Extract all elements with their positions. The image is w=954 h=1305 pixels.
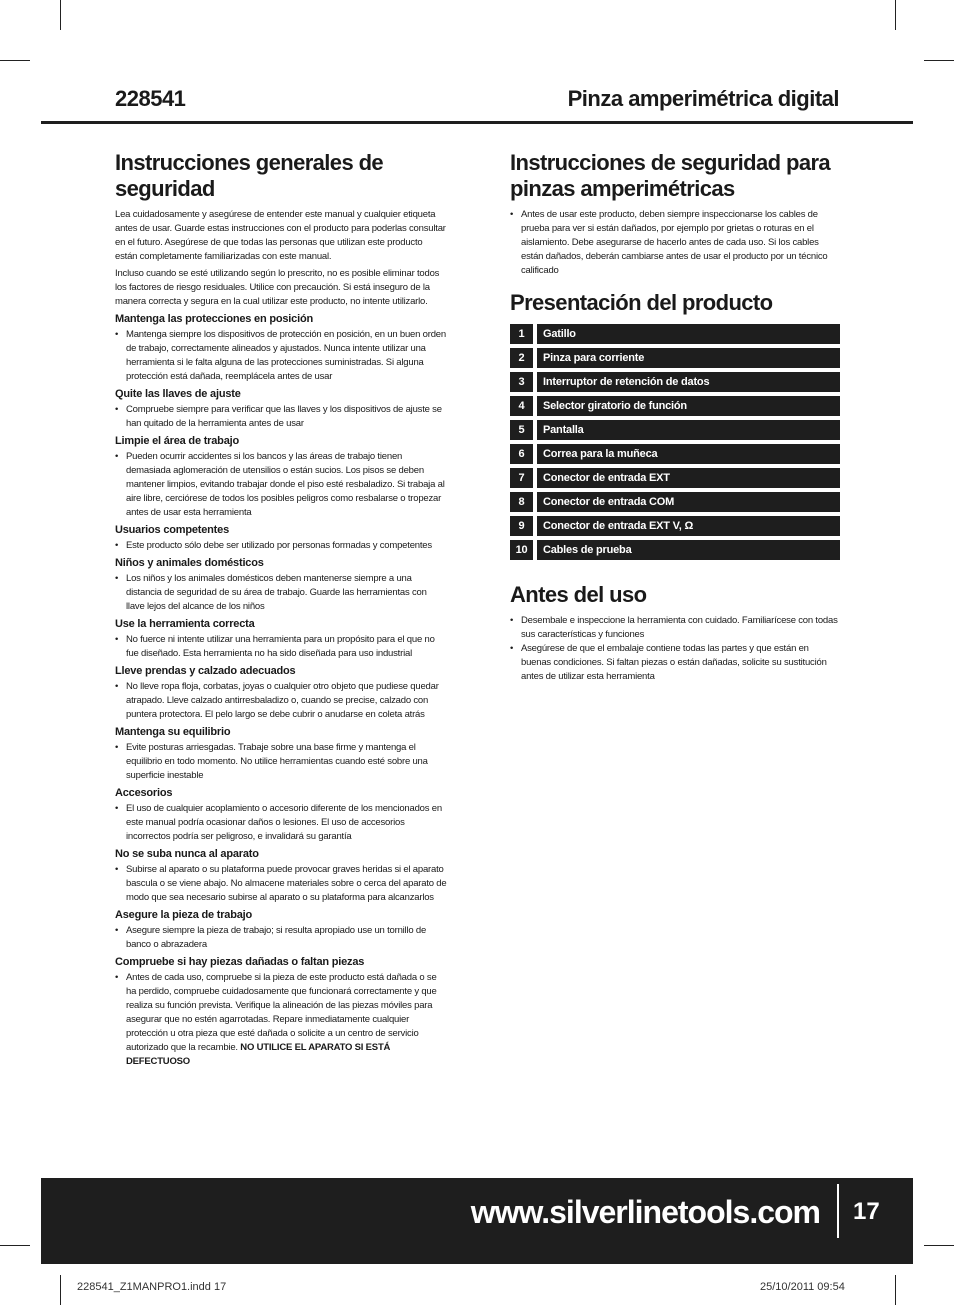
slug-file: 228541_Z1MANPRO1.indd 17 (77, 1281, 227, 1293)
part-number: 4 (510, 396, 533, 416)
section-heading: Mantenga las protecciones en posición (115, 313, 313, 325)
part-row (510, 468, 840, 488)
safety-section (115, 523, 447, 553)
warning-text: NO UTILICE EL APARATO SI ESTÁ DEFECTUOSO (126, 1042, 391, 1067)
crop-mark (0, 1245, 30, 1246)
safety-section (115, 786, 447, 844)
safety-section (115, 617, 447, 661)
section-bullet: • Evite posturas arriesgadas. Trabaje sobre una base firme y mantenga el equilibrio en todo momento. No utilice herramientas cuando esté sobre una superficie inestable (115, 741, 447, 783)
part-row (510, 372, 840, 392)
crop-mark (60, 0, 61, 30)
before-use-title: Antes del uso (510, 582, 647, 607)
section-bullet: • No fuerce ni intente utilizar una herramienta para un propósito para el que no fue diseñado. Esta herramienta no ha sido diseñada para uso industrial (115, 633, 447, 661)
section-heading: No se suba nunca al aparato (115, 848, 259, 860)
part-number: 7 (510, 468, 533, 488)
slug-datetime: 25/10/2011 09:54 (760, 1281, 845, 1293)
intro-paragraph: Incluso cuando se esté utilizando según lo prescrito, no es posible eliminar todos los factores de riesgo residuales. Utilice con precaución. Si está inseguro de la manera correcta y segura en la cual utilizar este producto, no intente utilizarlo. (115, 268, 440, 307)
parts-table (510, 320, 840, 564)
section-heading: Accesorios (115, 787, 173, 799)
part-row (510, 396, 840, 416)
product-overview-title: Presentación del producto (510, 290, 773, 315)
crop-mark (895, 1275, 896, 1305)
part-number: 6 (510, 444, 533, 464)
section-heading: Lleve prendas y calzado adecuados (115, 665, 296, 677)
section-bullet: • Compruebe siempre para verificar que las llaves y los dispositivos de ajuste se han quitado de la herramienta antes de usar (115, 403, 447, 431)
part-label: Pantalla (537, 420, 840, 440)
page-number: 17 (853, 1198, 880, 1225)
section-heading: Asegure la pieza de trabajo (115, 909, 253, 921)
section-bullet: • Mantenga siempre los dispositivos de protección en posición, en un buen orden de trabajo, correctamente alineados y ajustados. Nunca intente utilizar una herramienta si le falta alguna de las protecciones suministradas. Si alguna protección está dañada, reemplácela antes de usar (115, 328, 447, 384)
safety-section (115, 387, 447, 431)
part-number: 10 (510, 540, 533, 560)
safety-section (115, 955, 447, 1069)
crop-mark (0, 60, 30, 61)
section-bullet: • Este producto sólo debe ser utilizado por personas formadas y competentes (115, 539, 447, 553)
part-row (510, 324, 840, 344)
product-code: 228541 (115, 86, 186, 111)
product-title: Pinza amperimétrica digital (567, 86, 839, 111)
section-bullet: • Subirse al aparato o su plataforma puede provocar graves heridas si el aparato bascula o se viene abajo. No almacene materiales sobre o cerca del aparato de modo que sea necesario subirse al aparato o su plataforma para alcanzarlos (115, 863, 447, 905)
safety-sections (115, 312, 447, 952)
section-heading: Niños y animales domésticos (115, 557, 264, 569)
safety-section (115, 847, 447, 905)
page-header (115, 86, 839, 114)
part-label: Selector giratorio de función (537, 396, 840, 416)
section-bullet: • El uso de cualquier acoplamiento o accesorio diferente de los mencionados en este manual podría ocasionar daños o lesiones. El uso de accesorios incorrectos podría ser peligroso, e invalidará su garantía (115, 802, 447, 844)
part-label: Correa para la muñeca (537, 444, 840, 464)
before-use-list (510, 614, 840, 684)
part-label: Pinza para corriente (537, 348, 840, 368)
section-heading: Limpie el área de trabajo (115, 435, 239, 447)
part-number: 5 (510, 420, 533, 440)
intro-paragraph: Lea cuidadosamente y asegúrese de entender este manual y cualquier etiqueta antes de usar. Guarde estas instrucciones con el producto para poderlas consultar en el futuro. Asegúrese de que todas las personas que utilizan este producto están completamente familiarizadas con este manual. (115, 209, 446, 262)
part-label: Conector de entrada COM (537, 492, 840, 512)
part-row (510, 444, 840, 464)
section-bullet: • No lleve ropa floja, corbatas, joyas o cualquier otro objeto que pudiese quedar atrapado. Lleve calzado antirresbaladizo o, cuando se precise, calzado con puntera protectora. El pelo largo se debe cubrir o anudarse en coleta atrás (115, 680, 447, 722)
part-number: 2 (510, 348, 533, 368)
crop-mark (924, 60, 954, 61)
part-number: 8 (510, 492, 533, 512)
section-heading: Quite las llaves de ajuste (115, 388, 241, 400)
general-safety-column (115, 150, 447, 1071)
clamp-safety-list (510, 208, 840, 278)
section-bullet: • Asegure siempre la pieza de trabajo; si resulta apropiado use un tornillo de banco o abrazadera (115, 924, 447, 952)
part-row (510, 516, 840, 536)
safety-section (115, 556, 447, 614)
section-bullet: • Antes de cada uso, compruebe si la pieza de este producto está dañada o se ha perdido, compruebe cuidadosamente que funcionará correctamente y que realiza su función prevista. Verifique la alineación de las piezas móviles para asegurar que no estén agarrotadas. Repare inmediatamente cualquier protección u otra pieza que esté dañada o solicite a un centro de servicio autorizado que la recambie. NO UTILICE EL APARATO SI ESTÁ DEFECTUOSO (115, 971, 447, 1069)
section-heading: Mantenga su equilibrio (115, 726, 231, 738)
list-item: • Antes de usar este producto, deben siempre inspeccionarse los cables de prueba para ver si están dañados, por ejemplo por grietas o roturas en el aislamiento. Debe asegurarse de hacerlo antes de cada uso. Si los cables están dañados, deberán cambiarse antes de usar el producto por un técnico calificado (510, 208, 840, 278)
safety-section (115, 725, 447, 783)
section-heading: Use la herramienta correcta (115, 618, 255, 630)
safety-section (115, 312, 447, 384)
footer-bar (41, 1178, 913, 1264)
clamp-safety-title: Instrucciones de seguridad para pinzas amperimétricas (510, 150, 831, 201)
footer-divider (837, 1184, 839, 1238)
part-label: Gatillo (537, 324, 840, 344)
section-heading: Usuarios competentes (115, 524, 229, 536)
part-label: Conector de entrada EXT V, Ω (537, 516, 840, 536)
right-column (510, 150, 840, 686)
part-row (510, 540, 840, 560)
section-heading: Compruebe si hay piezas dañadas o faltan piezas (115, 956, 365, 968)
part-number: 3 (510, 372, 533, 392)
safety-section (115, 664, 447, 722)
header-rule (41, 121, 913, 124)
list-item: • Desembale e inspeccione la herramienta con cuidado. Familiarícese con todas sus características y funciones (510, 614, 840, 642)
part-row (510, 492, 840, 512)
section-bullet: • Los niños y los animales domésticos deben mantenerse siempre a una distancia de seguridad de su área de trabajo. Guarde las herramientas con llave lejos del alcance de los niños (115, 572, 447, 614)
part-number: 9 (510, 516, 533, 536)
part-number: 1 (510, 324, 533, 344)
part-label: Cables de prueba (537, 540, 840, 560)
part-label: Interruptor de retención de datos (537, 372, 840, 392)
crop-mark (60, 1275, 61, 1305)
general-safety-title: Instrucciones generales de seguridad (115, 150, 384, 201)
part-row (510, 348, 840, 368)
website-link[interactable]: www.silverlinetools.com (470, 1194, 820, 1230)
part-label: Conector de entrada EXT (537, 468, 840, 488)
crop-mark (895, 0, 896, 30)
safety-section (115, 908, 447, 952)
section-bullet: • Pueden ocurrir accidentes si los bancos y las áreas de trabajo tienen demasiada aglomeración de utensilios o están sucios. Los pisos se deben mantener limpios, evitando trabajar donde el piso esté resbaladizo. Si trabaja al aire libre, cerciórese de todos los posibles peligros como resbalarse o tropezar antes de usar esta herramienta (115, 450, 447, 520)
part-row (510, 420, 840, 440)
crop-mark (924, 1245, 954, 1246)
list-item: • Asegúrese de que el embalaje contiene todas las partes y que están en buenas condiciones. Si faltan piezas o están dañadas, solicite su sustitución antes de utilizar esta herramienta (510, 642, 840, 684)
safety-section (115, 434, 447, 520)
